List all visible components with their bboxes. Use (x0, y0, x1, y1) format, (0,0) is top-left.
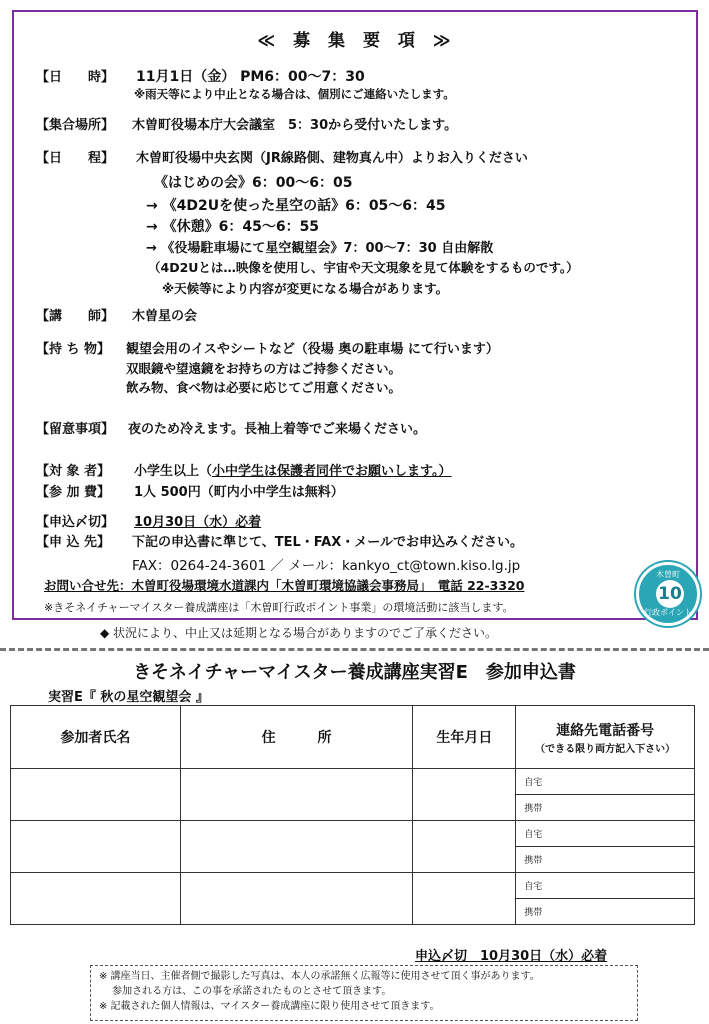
point-note: ※きそネイチャーマイスター養成講座は「木曽町行政ポイント事業」の環境活動に該当します。 (44, 601, 514, 614)
birth-cell[interactable] (413, 769, 516, 821)
apply-contact: FAX：0264-24-3601 ／ メール：kankyo_ct@town.kiso.lg.jp (132, 558, 521, 574)
mobile-phone-cell[interactable]: 携帯 (516, 847, 695, 873)
home-phone-cell[interactable]: 自宅 (516, 769, 695, 795)
belongings-line: 観望会用のイスやシートなど（役場 奥の駐車場 にて行います） (126, 342, 499, 357)
col-address: 住 所 (180, 706, 413, 769)
address-cell[interactable] (180, 821, 413, 873)
form-subtitle: 実習E『 秋の星空観望会 』 (48, 690, 209, 705)
datetime-note: ※雨天等により中止となる場合は、個別にご連絡いたします。 (134, 87, 455, 101)
page-title: ≪ 募 集 要 項 ≫ (257, 31, 457, 51)
col-phone-label: 連絡先電話番号 (556, 722, 655, 739)
datetime-label: 【日 時】 (36, 70, 115, 85)
notes-value: 夜のため冷えます。長袖上着等でご来場ください。 (128, 422, 426, 437)
apply-to-label: 【申 込 先】 (36, 535, 111, 550)
meeting-place-label: 【集合場所】 (36, 118, 115, 133)
belongings-line: 飲み物、食べ物は必要に応じてご用意ください。 (126, 380, 402, 395)
instructor-label: 【講 師】 (36, 309, 115, 324)
datetime-row (36, 66, 365, 85)
itinerary-value: 木曽町役場中央玄関（JR線路側、建物真ん中）よりお入りください (136, 151, 528, 166)
belongings-label: 【持 ち 物】 (36, 342, 111, 357)
itinerary-item: → 《4D2Uを使った星空の話》6：05～6：45 (146, 198, 446, 214)
badge-number: 10 (656, 580, 684, 608)
notes-label: 【留意事項】 (36, 422, 115, 437)
apply-to-value: 下記の申込書に準じて、TEL・FAX・メールでお申込みください。 (132, 535, 523, 550)
col-birth: 生年月日 (413, 706, 516, 769)
table-row (11, 821, 695, 847)
itinerary-item: 《はじめの会》6：00～6：05 (154, 175, 353, 191)
birth-cell[interactable] (413, 821, 516, 873)
apply-to-row (36, 531, 523, 550)
cut-line (0, 648, 709, 651)
notes-row (36, 418, 426, 437)
instructor-value: 木曽星の会 (132, 309, 198, 324)
target-value-underlined: 小中学生は保護者同伴でお願いします。） (212, 464, 452, 479)
itinerary-row (36, 147, 528, 166)
target-value (134, 460, 451, 479)
itinerary-item: → 《休憩》6：45～6：55 (146, 219, 320, 235)
form-deadline: 申込〆切 10月30日（水）必着 (415, 949, 608, 964)
name-cell[interactable] (11, 769, 181, 821)
cancel-note: ◆ 状況により、中止又は延期となる場合がありますのでご了承ください。 (100, 626, 498, 640)
deadline-label: 【申込〆切】 (36, 515, 115, 530)
footnote-box (90, 965, 638, 1021)
instructor-row (36, 305, 198, 324)
address-cell[interactable] (180, 769, 413, 821)
fee-value: 1人 500円（町内小中学生は無料） (134, 485, 344, 500)
deadline-value: 10月30日（水）必着 (134, 515, 262, 530)
footnote: ※ 記載された個人情報は、マイスター養成講座に限り使用させて頂きます。 (99, 1001, 440, 1012)
deadline-row (36, 511, 262, 530)
col-name: 参加者氏名 (11, 706, 181, 769)
form-title: きそネイチャーマイスター養成講座実習E 参加申込書 (133, 662, 576, 683)
fee-label: 【参 加 費】 (36, 485, 111, 500)
col-phone (516, 706, 695, 769)
col-phone-note: （できる限り両方記入下さい） (535, 743, 676, 755)
meeting-place-value: 木曽町役場本庁大会議室 5：30から受付いたします。 (132, 118, 458, 133)
footnote: ※ 講座当日、主催者側で撮影した写真は、本人の承諾無く広報等に使用させて頂く事があります。 (99, 971, 540, 982)
meeting-place-row (36, 114, 458, 133)
target-row (36, 460, 452, 479)
home-phone-cell[interactable]: 自宅 (516, 873, 695, 899)
belongings-row (36, 338, 499, 357)
birth-cell[interactable] (413, 873, 516, 925)
name-cell[interactable] (11, 821, 181, 873)
datetime-value: 11月1日（金） PM6：00～7：30 (136, 69, 365, 85)
name-cell[interactable] (11, 873, 181, 925)
recruitment-frame (12, 10, 698, 620)
table-row (11, 769, 695, 795)
mobile-phone-cell[interactable]: 携帯 (516, 795, 695, 821)
itinerary-explain: （4D2Uとは…映像を使用し、宇宙や天文現象を見て体験をするものです。） (148, 260, 579, 275)
table-row (11, 873, 695, 899)
point-badge (636, 562, 700, 626)
inquiry: お問い合せ先：木曽町役場環境水道課内「木曽町環境協議会事務局」 電話 22-3320 (44, 578, 525, 593)
itinerary-weather-note: ※天候等により内容が変更になる場合があります。 (162, 281, 449, 296)
itinerary-label: 【日 程】 (36, 151, 115, 166)
footnote: 参加される方は、この事を承諾されたものとさせて頂きます。 (99, 986, 392, 997)
itinerary-item: → 《役場駐車場にて星空観望会》7：00～7：30 自由解散 (146, 241, 494, 256)
mobile-phone-cell[interactable]: 携帯 (516, 899, 695, 925)
home-phone-cell[interactable]: 自宅 (516, 821, 695, 847)
address-cell[interactable] (180, 873, 413, 925)
target-label: 【対 象 者】 (36, 464, 111, 479)
target-value-plain: 小学生以上（ (134, 464, 213, 479)
badge-bottom: 行政ポイント (644, 608, 692, 617)
application-table (10, 705, 695, 925)
badge-top: 木曽町 (656, 570, 680, 579)
table-header (11, 706, 695, 769)
fee-row (36, 481, 344, 500)
belongings-line: 双眼鏡や望遠鏡をお持ちの方はご持参ください。 (126, 361, 402, 376)
